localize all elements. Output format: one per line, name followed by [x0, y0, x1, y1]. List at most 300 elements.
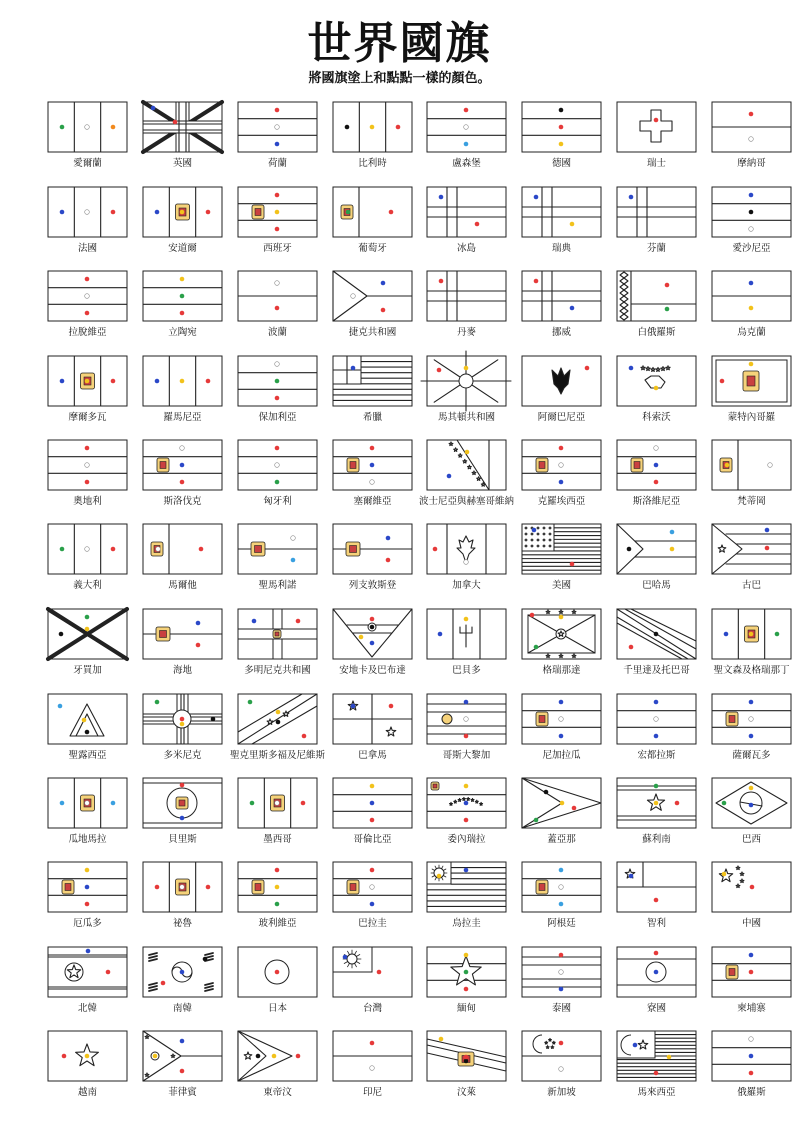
flag-drawing[interactable]	[617, 187, 696, 237]
flag-drawing[interactable]	[427, 862, 506, 912]
color-hint-dot	[559, 1067, 564, 1072]
flag-drawing[interactable]	[427, 356, 506, 406]
flag-card	[708, 1031, 799, 1111]
color-hint-dot	[654, 700, 659, 705]
color-hint-dot	[534, 818, 539, 823]
flag-outline[interactable]	[48, 524, 127, 574]
flag-outline[interactable]	[522, 694, 601, 744]
flag-drawing[interactable]	[48, 102, 127, 152]
flag-country-name: 蒙特內哥羅	[727, 412, 776, 423]
flag-drawing[interactable]	[48, 271, 127, 321]
flag-country-name: 瑞士	[646, 158, 666, 169]
flag-drawing[interactable]	[333, 862, 412, 912]
color-hint-dot	[85, 902, 90, 907]
flag-outline[interactable]	[712, 694, 791, 744]
flag-country-name: 墨西哥	[263, 834, 292, 845]
flag-outline[interactable]	[143, 778, 222, 828]
flag-drawing[interactable]	[712, 271, 791, 321]
flag-drawing[interactable]	[238, 1031, 317, 1081]
flag-outline[interactable]	[427, 271, 506, 321]
flag-outline[interactable]	[617, 102, 696, 152]
flag-outline[interactable]	[333, 609, 412, 659]
color-hint-dot	[85, 801, 90, 806]
flag-drawing[interactable]	[48, 187, 127, 237]
flag-outline[interactable]	[522, 440, 601, 490]
flag-outline[interactable]	[238, 778, 317, 828]
flag-drawing[interactable]	[238, 694, 317, 744]
flag-drawing[interactable]	[333, 694, 412, 744]
flag-card	[518, 524, 613, 604]
flag-country-name: 東帝汶	[263, 1087, 292, 1098]
flag-card	[329, 1031, 424, 1111]
color-hint-dot	[464, 142, 469, 147]
flag-drawing[interactable]	[427, 778, 506, 828]
flag-drawing[interactable]	[333, 778, 412, 828]
flag-outline[interactable]	[712, 609, 791, 659]
flag-drawing[interactable]	[333, 440, 412, 490]
flag-country-name: 法國	[77, 243, 97, 254]
flag-country-name: 列支敦斯登	[348, 580, 397, 591]
flag-outline[interactable]	[522, 778, 601, 828]
flag-outline[interactable]	[712, 862, 791, 912]
flag-drawing[interactable]	[522, 356, 601, 406]
color-hint-dot	[654, 951, 659, 956]
flag-drawing[interactable]	[143, 862, 222, 912]
flag-outline[interactable]	[522, 609, 601, 659]
flag-country-name: 馬來西亞	[637, 1087, 676, 1098]
flag-drawing[interactable]	[427, 1031, 506, 1081]
flag-outline[interactable]	[48, 440, 127, 490]
color-hint-dot	[85, 885, 90, 890]
flag-drawing[interactable]	[238, 440, 317, 490]
flag-drawing[interactable]	[617, 1031, 696, 1081]
flag-outline[interactable]	[617, 778, 696, 828]
flag-card	[613, 440, 708, 520]
flag-drawing[interactable]	[143, 947, 222, 997]
flag-drawing[interactable]	[48, 440, 127, 490]
flag-drawing[interactable]	[712, 524, 791, 574]
flag-country-name: 寮國	[646, 1003, 666, 1014]
flag-outline[interactable]	[238, 356, 317, 406]
color-hint-dot	[180, 970, 185, 975]
flag-outline[interactable]	[333, 440, 412, 490]
flag-outline[interactable]	[427, 356, 506, 406]
flag-drawing[interactable]	[712, 947, 791, 997]
flag-country-name: 厄瓜多	[73, 918, 102, 929]
flag-card	[44, 1031, 139, 1111]
flag-country-name: 智利	[646, 918, 666, 929]
flag-outline[interactable]	[427, 1031, 506, 1081]
flag-drawing[interactable]	[522, 271, 601, 321]
color-hint-dot	[111, 547, 116, 552]
color-hint-dot	[275, 108, 280, 113]
flag-outline[interactable]	[48, 862, 127, 912]
flag-drawing[interactable]	[48, 778, 127, 828]
flag-country-name: 巴拿馬	[358, 750, 387, 761]
flag-outline[interactable]	[522, 102, 601, 152]
flag-country-name: 斯洛維尼亞	[632, 496, 681, 507]
color-hint-dot	[370, 463, 375, 468]
color-hint-dot	[386, 558, 391, 563]
flag-outline[interactable]	[48, 778, 127, 828]
flag-outline[interactable]	[333, 778, 412, 828]
flag-card	[613, 862, 708, 942]
color-hint-dot	[85, 868, 90, 873]
flag-drawing[interactable]	[617, 440, 696, 490]
flag-card	[613, 1031, 708, 1111]
flag-drawing[interactable]	[522, 524, 601, 574]
flag-outline[interactable]	[617, 862, 696, 912]
flag-drawing[interactable]	[427, 947, 506, 997]
flag-drawing[interactable]	[617, 524, 696, 574]
flag-outline[interactable]	[143, 187, 222, 237]
flag-outline[interactable]	[333, 102, 412, 152]
flag-outline[interactable]	[333, 524, 412, 574]
flag-outline[interactable]	[522, 862, 601, 912]
flag-outline[interactable]	[617, 187, 696, 237]
flag-outline[interactable]	[333, 271, 412, 321]
color-hint-dot	[276, 720, 281, 725]
flag-drawing[interactable]	[617, 102, 696, 152]
flag-outline[interactable]	[333, 862, 412, 912]
flag-outline[interactable]	[143, 609, 222, 659]
color-hint-dot	[749, 137, 754, 142]
flag-drawing[interactable]	[617, 778, 696, 828]
flag-outline[interactable]	[617, 356, 696, 406]
flag-drawing[interactable]	[522, 609, 601, 659]
color-hint-dot	[275, 142, 280, 147]
color-hint-dot	[291, 558, 296, 563]
flag-card	[234, 862, 329, 942]
flag-drawing[interactable]	[238, 271, 317, 321]
flag-outline[interactable]	[617, 1031, 696, 1081]
flag-drawing[interactable]	[143, 778, 222, 828]
flag-outline[interactable]	[333, 187, 412, 237]
flag-outline[interactable]	[712, 271, 791, 321]
flag-country-name: 聖馬利諾	[258, 580, 297, 591]
flag-card	[234, 947, 329, 1027]
flag-card	[44, 694, 139, 774]
flag-drawing[interactable]	[238, 778, 317, 828]
flag-drawing[interactable]	[712, 102, 791, 152]
flag-drawing[interactable]	[712, 356, 791, 406]
flag-drawing[interactable]	[48, 524, 127, 574]
color-hint-dot	[180, 1069, 185, 1074]
color-hint-dot	[464, 700, 469, 705]
flag-drawing[interactable]	[712, 609, 791, 659]
flag-outline[interactable]	[712, 947, 791, 997]
flag-outline[interactable]	[238, 862, 317, 912]
flag-drawing[interactable]	[48, 356, 127, 406]
flag-country-name: 丹麥	[456, 327, 476, 338]
flag-country-name: 希臘	[362, 412, 382, 423]
color-hint-dot	[654, 632, 659, 637]
flag-country-name: 菲律賓	[168, 1087, 197, 1098]
flag-outline[interactable]	[238, 187, 317, 237]
flag-outline[interactable]	[48, 271, 127, 321]
flag-drawing[interactable]	[48, 862, 127, 912]
flag-drawing[interactable]	[48, 947, 127, 997]
color-hint-dot	[465, 450, 470, 455]
flag-outline[interactable]	[522, 271, 601, 321]
flag-country-name: 盧森堡	[452, 158, 481, 169]
flag-outline[interactable]	[427, 694, 506, 744]
flag-country-name: 冰島	[456, 243, 476, 254]
flag-card	[423, 862, 518, 942]
flag-outline[interactable]	[238, 102, 317, 152]
flag-drawing[interactable]	[48, 1031, 127, 1081]
color-hint-dot	[85, 730, 90, 735]
flag-drawing[interactable]	[48, 609, 127, 659]
flag-card	[329, 187, 424, 267]
flag-outline[interactable]	[617, 609, 696, 659]
flag-drawing[interactable]	[427, 187, 506, 237]
color-hint-dot	[275, 193, 280, 198]
flag-drawing[interactable]	[617, 609, 696, 659]
flag-drawing[interactable]	[522, 862, 601, 912]
color-hint-dot	[464, 560, 469, 565]
flag-card	[329, 271, 424, 351]
flag-drawing[interactable]	[617, 356, 696, 406]
color-hint-dot	[464, 1055, 469, 1060]
flag-outline[interactable]	[238, 271, 317, 321]
flag-outline[interactable]	[617, 271, 696, 321]
flag-drawing[interactable]	[522, 187, 601, 237]
flag-card	[329, 947, 424, 1027]
flag-outline[interactable]	[238, 440, 317, 490]
color-hint-dot	[173, 120, 178, 125]
color-hint-dot	[370, 641, 375, 646]
color-hint-dot	[447, 474, 452, 479]
flag-drawing[interactable]	[333, 356, 412, 406]
color-hint-dot	[433, 547, 438, 552]
flag-country-name: 比利時	[358, 158, 387, 169]
flag-country-name: 摩爾多瓦	[68, 412, 107, 423]
flag-drawing[interactable]	[712, 187, 791, 237]
flag-outline[interactable]	[48, 1031, 127, 1081]
flag-outline[interactable]	[427, 947, 506, 997]
flag-country-name: 格瑞那達	[542, 665, 581, 676]
flag-outline[interactable]	[522, 524, 601, 574]
flag-drawing[interactable]	[617, 947, 696, 997]
flag-country-name: 德國	[551, 158, 571, 169]
flag-drawing[interactable]	[238, 356, 317, 406]
flag-country-name: 義大利	[73, 580, 102, 591]
color-hint-dot	[377, 970, 382, 975]
flag-card	[708, 440, 799, 520]
flag-outline[interactable]	[427, 778, 506, 828]
flag-outline[interactable]	[617, 947, 696, 997]
flag-outline[interactable]	[333, 694, 412, 744]
color-hint-dot	[464, 717, 469, 722]
flag-outline[interactable]	[617, 440, 696, 490]
flag-outline[interactable]	[48, 609, 127, 659]
flag-outline[interactable]	[712, 1031, 791, 1081]
flag-outline[interactable]	[712, 187, 791, 237]
flag-drawing[interactable]	[712, 862, 791, 912]
flag-outline[interactable]	[238, 609, 317, 659]
flag-drawing[interactable]	[238, 102, 317, 152]
color-hint-dot	[275, 227, 280, 232]
flag-outline[interactable]	[427, 609, 506, 659]
flag-drawing[interactable]	[712, 1031, 791, 1081]
color-hint-dot	[749, 281, 754, 286]
flag-outline[interactable]	[333, 1031, 412, 1081]
flag-country-name: 聖露西亞	[68, 750, 107, 761]
flag-outline[interactable]	[427, 440, 506, 490]
color-hint-dot	[570, 222, 575, 227]
flag-drawing[interactable]	[333, 609, 412, 659]
flag-drawing[interactable]	[333, 271, 412, 321]
flag-outline[interactable]	[238, 694, 317, 744]
flag-drawing[interactable]	[712, 440, 791, 490]
flag-outline[interactable]	[48, 187, 127, 237]
flag-outline[interactable]	[522, 356, 601, 406]
flag-outline[interactable]	[522, 1031, 601, 1081]
flag-drawing[interactable]	[333, 947, 412, 997]
flag-outline[interactable]	[143, 440, 222, 490]
flag-drawing[interactable]	[143, 187, 222, 237]
flag-drawing[interactable]	[238, 187, 317, 237]
color-hint-dot	[370, 446, 375, 451]
flag-outline[interactable]	[48, 947, 127, 997]
flag-outline[interactable]	[143, 102, 222, 152]
flag-drawing[interactable]	[48, 694, 127, 744]
flag-card	[708, 609, 799, 689]
flag-country-name: 馬其頓共和國	[437, 412, 495, 423]
color-hint-dot	[464, 125, 469, 130]
color-hint-dot	[396, 125, 401, 130]
flag-drawing[interactable]	[143, 1031, 222, 1081]
flag-outline[interactable]	[427, 862, 506, 912]
flag-outline[interactable]	[522, 187, 601, 237]
flag-drawing[interactable]	[712, 694, 791, 744]
flag-outline[interactable]	[48, 694, 127, 744]
flag-country-name: 中國	[741, 918, 761, 929]
flag-drawing[interactable]	[712, 778, 791, 828]
color-hint-dot	[85, 294, 90, 299]
flag-country-name: 越南	[77, 1087, 97, 1098]
color-hint-dot	[768, 463, 773, 468]
color-hint-dot	[464, 801, 469, 806]
flag-outline[interactable]	[48, 356, 127, 406]
color-hint-dot	[654, 480, 659, 485]
flag-drawing[interactable]	[617, 694, 696, 744]
flag-drawing[interactable]	[427, 440, 506, 490]
flag-drawing[interactable]	[522, 947, 601, 997]
flag-outline[interactable]	[712, 356, 791, 406]
flag-outline[interactable]	[617, 524, 696, 574]
flag-drawing[interactable]	[143, 609, 222, 659]
flag-outline[interactable]	[143, 862, 222, 912]
flag-drawing[interactable]	[427, 609, 506, 659]
flag-drawing[interactable]	[427, 271, 506, 321]
flag-drawing[interactable]	[143, 271, 222, 321]
flag-outline[interactable]	[238, 1031, 317, 1081]
flag-drawing[interactable]	[427, 524, 506, 574]
flag-outline[interactable]	[427, 102, 506, 152]
flag-drawing[interactable]	[522, 1031, 601, 1081]
flag-country-name: 蓋亞那	[547, 834, 576, 845]
color-hint-dot	[389, 210, 394, 215]
flag-drawing[interactable]	[522, 102, 601, 152]
flag-drawing[interactable]	[522, 440, 601, 490]
color-hint-dot	[156, 547, 161, 552]
flag-drawing[interactable]	[143, 440, 222, 490]
flag-outline[interactable]	[238, 947, 317, 997]
color-hint-dot	[180, 210, 185, 215]
color-hint-dot	[180, 294, 185, 299]
flag-card	[329, 778, 424, 858]
flag-outline[interactable]	[427, 524, 506, 574]
flag-outline[interactable]	[238, 524, 317, 574]
flag-drawing[interactable]	[143, 356, 222, 406]
flag-outline[interactable]	[143, 947, 222, 997]
flag-drawing[interactable]	[238, 609, 317, 659]
flag-outline[interactable]	[143, 524, 222, 574]
flag-drawing[interactable]	[333, 102, 412, 152]
flag-outline[interactable]	[143, 271, 222, 321]
flag-country-name: 阿爾巴尼亞	[537, 412, 586, 423]
color-hint-dot	[106, 970, 111, 975]
color-hint-dot	[654, 717, 659, 722]
flag-drawing[interactable]	[143, 524, 222, 574]
flag-drawing[interactable]	[427, 694, 506, 744]
flag-drawing[interactable]	[238, 862, 317, 912]
flag-outline[interactable]	[48, 102, 127, 152]
flag-outline[interactable]	[143, 694, 222, 744]
flag-country-name: 日本	[267, 1003, 287, 1014]
flag-drawing[interactable]	[143, 694, 222, 744]
color-hint-dot	[111, 379, 116, 384]
flag-drawing[interactable]	[522, 694, 601, 744]
flag-drawing[interactable]	[238, 524, 317, 574]
flag-card	[139, 440, 234, 520]
flag-outline[interactable]	[522, 947, 601, 997]
flag-drawing[interactable]	[238, 947, 317, 997]
flag-drawing[interactable]	[617, 271, 696, 321]
flag-drawing[interactable]	[333, 524, 412, 574]
flag-outline[interactable]	[712, 778, 791, 828]
flag-outline[interactable]	[712, 440, 791, 490]
flag-card	[139, 524, 234, 604]
flag-drawing[interactable]	[333, 187, 412, 237]
color-hint-dot	[464, 366, 469, 371]
flag-outline[interactable]	[427, 187, 506, 237]
flag-drawing[interactable]	[333, 1031, 412, 1081]
flag-outline[interactable]	[712, 102, 791, 152]
color-hint-dot	[85, 615, 90, 620]
flag-drawing[interactable]	[522, 778, 601, 828]
color-hint-dot	[532, 528, 537, 533]
color-hint-dot	[654, 734, 659, 739]
color-hint-dot	[111, 801, 116, 806]
flag-country-name: 巴西	[741, 834, 761, 845]
flag-outline[interactable]	[617, 694, 696, 744]
flag-outline[interactable]	[333, 356, 412, 406]
flag-outline[interactable]	[333, 947, 412, 997]
flag-card	[423, 778, 518, 858]
color-hint-dot	[654, 446, 659, 451]
flag-drawing[interactable]	[617, 862, 696, 912]
flag-drawing[interactable]	[143, 102, 222, 152]
flag-outline[interactable]	[712, 524, 791, 574]
flag-outline[interactable]	[143, 1031, 222, 1081]
flag-country-name: 塞爾維亞	[353, 496, 392, 507]
flag-drawing[interactable]	[427, 102, 506, 152]
flag-country-name: 牙買加	[73, 665, 102, 676]
flag-outline[interactable]	[143, 356, 222, 406]
